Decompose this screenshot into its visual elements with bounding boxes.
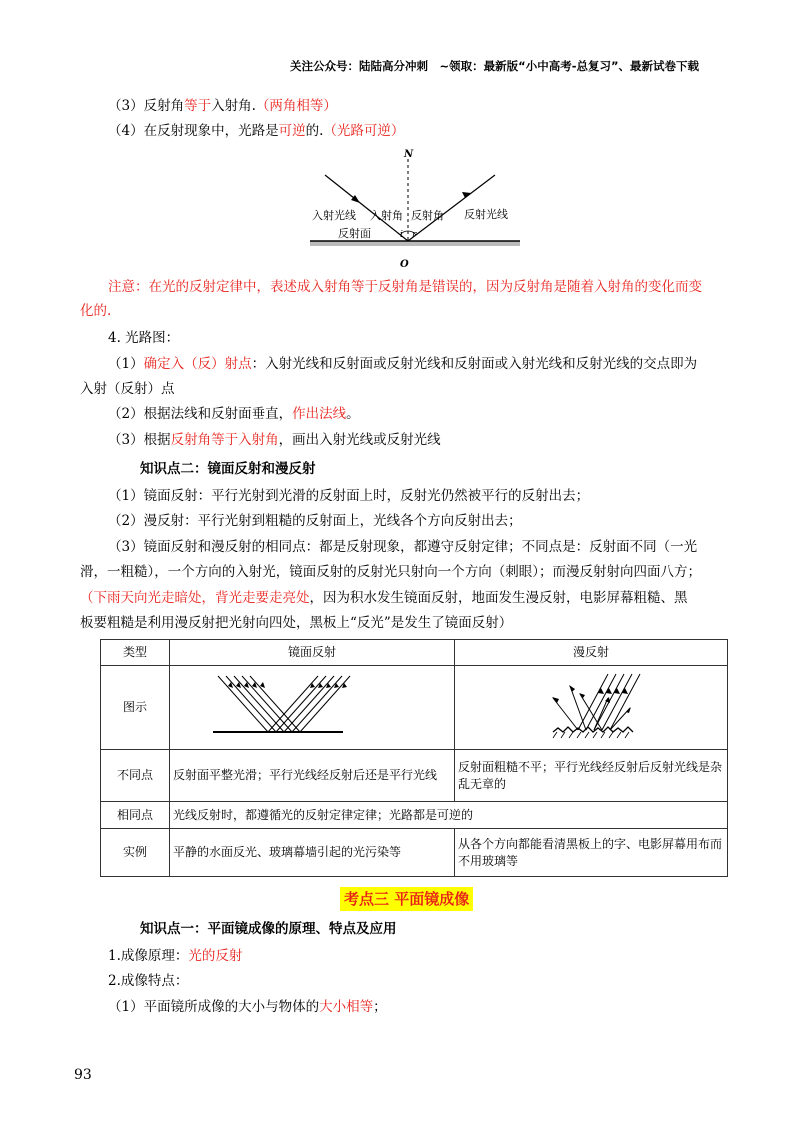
principle-value: 光的反射 — [188, 948, 243, 964]
diffuse-diagram-cell — [455, 666, 728, 750]
reflection-comparison-table — [100, 639, 728, 877]
path-step-1 — [108, 355, 697, 373]
principle-label: 1.成像原理： — [108, 948, 189, 964]
header-type: 类型 — [101, 640, 170, 666]
diffuse-reflection-diagram — [458, 668, 718, 742]
kp2-3c-text: ，因为积水发生镜面反射，地面发生漫反射，电影屏幕粗糙、黑 — [309, 590, 688, 606]
law-4-text-c: 的. — [305, 123, 324, 139]
header-diffuse: 漫反射 — [455, 640, 728, 666]
page-header: 关注公众号：陆陆高分冲刺 ~领取：最新版“小中高考-总复习”、最新试卷下载 — [290, 59, 700, 73]
step-1-highlight: 确定入（反）射点 — [143, 356, 252, 372]
normal-label: N — [404, 149, 414, 160]
table-row — [101, 750, 728, 802]
kp2-line-3a: （3）镜面反射和漫反射的相同点：都是反射现象，都遵守反射定律；不同点是：反射面不同（一光 — [108, 539, 698, 555]
table-row — [101, 640, 728, 666]
step-1-prefix: （1） — [108, 356, 144, 372]
row-label-difference: 不同点 — [101, 750, 170, 802]
law-3-note: （两角相等） — [255, 98, 337, 114]
page-number: 93 — [74, 1067, 92, 1083]
reflect-angle-label: 反射角 — [411, 209, 444, 222]
path-step-2 — [108, 405, 360, 423]
kp2-3c-highlight: （下雨天向光走暗处，背光走要走亮处 — [80, 590, 310, 606]
feature-1-suffix: ； — [373, 999, 387, 1015]
step-2-suffix: 。 — [346, 406, 360, 422]
path-step-3 — [108, 431, 441, 449]
table-row — [101, 666, 728, 750]
incident-angle-label: 入射角 — [370, 209, 403, 222]
step-3-prefix: （3）根据 — [108, 432, 171, 448]
kp2-line-2: （2）漫反射：平行光射到粗糙的反射面上，光线各个方向反射出去； — [108, 513, 522, 529]
row-label-similarity: 相同点 — [101, 802, 170, 829]
kp2-line-3d: 板要粗糙是利用漫反射把光射向四处，黑板上“反光”是发生了镜面反射） — [80, 615, 513, 631]
law-4-text-a: （4）在反射现象中，光路是 — [108, 123, 279, 139]
kp2-line-3c — [80, 589, 688, 607]
step-1-text: ：入射光线和反射面或反射光线和反射面或入射光线和反射光线的交点即为 — [251, 356, 698, 372]
reflection-diagram — [300, 145, 530, 270]
principle-line — [108, 947, 242, 965]
mirror-example: 平静的水面反光、玻璃幕墙引起的光污染等 — [170, 829, 455, 877]
row-label-example: 实例 — [101, 829, 170, 877]
rough-surface — [553, 727, 633, 732]
header-mirror: 镜面反射 — [170, 640, 455, 666]
note-line-2: 化的. — [80, 303, 112, 319]
i-label: i — [400, 230, 403, 240]
mirror-diagram-cell — [170, 666, 455, 750]
step-2-prefix: （2）根据法线和反射面垂直， — [108, 406, 293, 422]
incident-ray-label: 入射光线 — [312, 209, 356, 222]
row-label-diagram: 图示 — [101, 666, 170, 750]
law-4-highlight: 可逆 — [278, 123, 306, 139]
feature-1-text: （1）平面镜所成像的大小与物体的 — [108, 999, 320, 1015]
kp2-line-1: （1）镜面反射：平行光射到光滑的反射面上时，反射光仍然被平行的反射出去； — [108, 488, 590, 504]
law-3-text-a: （3）反射角 — [108, 98, 185, 114]
reflected-rays — [268, 676, 350, 732]
ray-arrows — [228, 682, 347, 688]
section-4-title: 4. 光路图： — [108, 330, 180, 346]
diffuse-example: 从各个方向都能看清黑板上的字、电影屏幕用布而不用玻璃等 — [455, 829, 728, 877]
step-2-highlight: 作出法线 — [292, 406, 347, 422]
mirror-difference: 反射面平整光滑；平行光线经反射后还是平行光线 — [170, 750, 455, 802]
feature-1-highlight: 大小相等 — [319, 999, 374, 1015]
surface-hatch — [553, 732, 629, 738]
kp2-line-3b: 滑，一粗糙），一个方向的入射光，镜面反射的反射光只射向一个方向（刺眼）；而漫反射射向四面八方； — [80, 564, 701, 580]
table-row — [101, 802, 728, 829]
law-line-4 — [108, 122, 404, 140]
feature-1 — [108, 998, 387, 1016]
law-4-note: （光路可逆） — [323, 123, 405, 139]
specular-reflection-diagram — [173, 668, 443, 742]
kp1-title: 知识点一：平面镜成像的原理、特点及应用 — [140, 921, 397, 937]
table-row — [101, 829, 728, 877]
features-title: 2.成像特点： — [108, 973, 189, 989]
section-banner: 考点三 平面镜成像 — [340, 887, 473, 911]
law-3-text-c: 入射角. — [211, 98, 256, 114]
path-step-1-cont: 入射（反射）点 — [80, 381, 175, 397]
r-label: r — [412, 230, 417, 240]
law-line-3 — [108, 97, 337, 115]
origin-label: O — [400, 259, 409, 270]
diffuse-difference: 反射面粗糙不平；平行光线经反射后反射光线是杂乱无章的 — [455, 750, 728, 802]
surface-label: 反射面 — [338, 227, 371, 240]
kp2-title: 知识点二：镜面反射和漫反射 — [140, 461, 316, 477]
note-line-1: 注意：在光的反射定律中，表述成入射角等于反射角是错误的，因为反射角是随着入射角的变化而变 — [108, 279, 702, 295]
reflected-ray-label: 反射光线 — [464, 208, 508, 221]
law-3-highlight: 等于 — [184, 98, 212, 114]
step-3-suffix: ，画出入射光线或反射光线 — [278, 432, 441, 448]
step-3-highlight: 反射角等于入射角 — [170, 432, 279, 448]
similarity-text: 光线反射时，都遵循光的反射定律定律；光路都是可逆的 — [170, 802, 728, 829]
